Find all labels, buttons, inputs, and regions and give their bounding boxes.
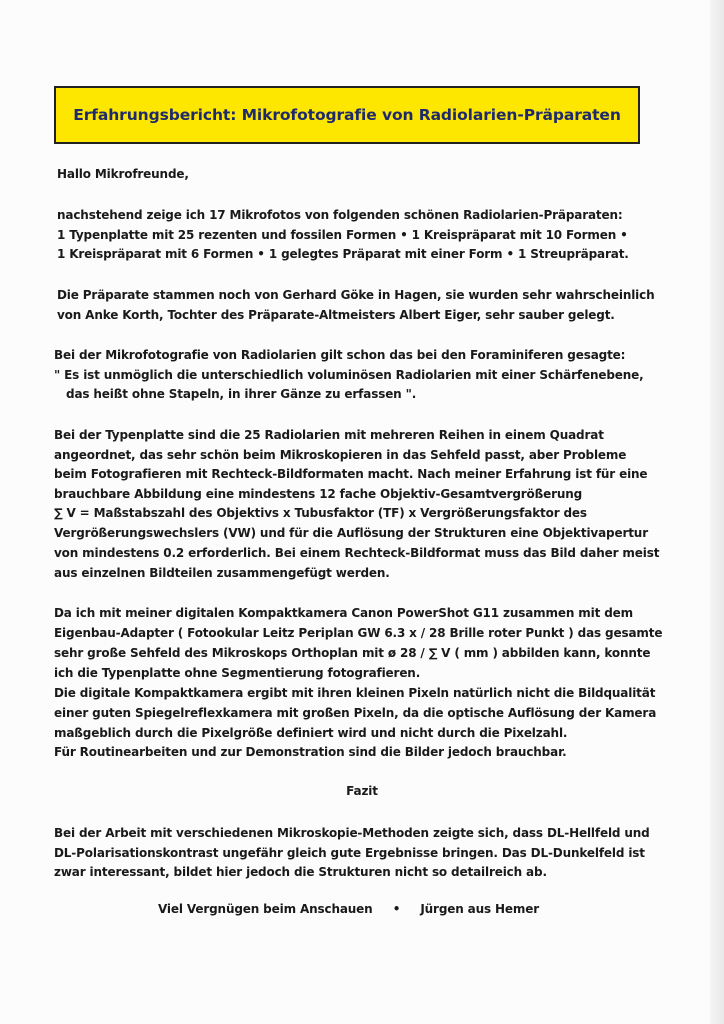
typenplatte-line: Bei der Typenplatte sind die 25 Radiolarien mit mehreren Reihen in einem Quadrat xyxy=(54,428,604,442)
intro-line: 1 Typenplatte mit 25 rezenten und fossilen Formen • 1 Kreispräparat mit 10 Formen • xyxy=(57,228,628,242)
camera-line: Eigenbau-Adapter ( Fotookular Leitz Periplan GW 6.3 x / 28 Brille roter Punkt ) das gesamte xyxy=(54,626,663,640)
camera-line: maßgeblich durch die Pixelgröße definiert wird und nicht durch die Pixelzahl. xyxy=(54,726,568,740)
fazit-heading: Fazit xyxy=(346,784,378,798)
intro-line: 1 Kreispräparat mit 6 Formen • 1 gelegtes Präparat mit einer Form • 1 Streupräparat. xyxy=(57,247,629,261)
intro-line: nachstehend zeige ich 17 Mikrofotos von folgenden schönen Radiolarien-Präparaten: xyxy=(57,208,623,222)
typenplatte-line: angeordnet, das sehr schön beim Mikroskopieren in das Sehfeld passt, aber Probleme xyxy=(54,448,627,462)
typenplatte-line: Vergrößerungswechslers (VW) und für die Auflösung der Strukturen eine Objektivapertur xyxy=(54,526,648,540)
typenplatte-line: ∑ V = Maßstabszahl des Objektivs x Tubusfaktor (TF) x Vergrößerungsfaktor des xyxy=(54,506,587,520)
greeting: Hallo Mikrofreunde, xyxy=(57,167,189,181)
quote-line: das heißt ohne Stapeln, in ihrer Gänze zu erfassen ". xyxy=(66,387,417,401)
fazit-line: DL-Polarisationskontrast ungefähr gleich gute Ergebnisse bringen. Das DL-Dunkelfeld ist xyxy=(54,846,645,860)
typenplatte-line: aus einzelnen Bildteilen zusammengefügt werden. xyxy=(54,566,390,580)
page-edge xyxy=(710,0,724,1024)
quote-line: " Es ist unmöglich die unterschiedlich voluminösen Radiolarien mit einer Schärfenebene, xyxy=(54,368,644,382)
quote-line: Bei der Mikrofotografie von Radiolarien gilt schon das bei den Foraminiferen gesagte: xyxy=(54,348,626,362)
camera-line: Die digitale Kompaktkamera ergibt mit ihren kleinen Pixeln natürlich nicht die Bildqualität xyxy=(54,686,656,700)
origin-line: Die Präparate stammen noch von Gerhard Göke in Hagen, sie wurden sehr wahrscheinlich xyxy=(57,288,655,302)
signoff: Viel Vergnügen beim Anschauen • Jürgen aus Hemer xyxy=(158,902,540,916)
typenplatte-line: brauchbare Abbildung eine mindestens 12 fache Objektiv-Gesamtvergrößerung xyxy=(54,487,583,501)
title-banner xyxy=(54,86,640,144)
camera-line: ich die Typenplatte ohne Segmentierung fotografieren. xyxy=(54,666,421,680)
document-title: Erfahrungsbericht: Mikrofotografie von Radiolarien-Präparaten xyxy=(73,106,621,124)
fazit-line: zwar interessant, bildet hier jedoch die Strukturen nicht so detailreich ab. xyxy=(54,865,547,879)
fazit-line: Bei der Arbeit mit verschiedenen Mikroskopie-Methoden zeigte sich, dass DL-Hellfeld und xyxy=(54,826,650,840)
camera-line: einer guten Spiegelreflexkamera mit großen Pixeln, da die optische Auflösung der Kamera xyxy=(54,706,657,720)
typenplatte-line: beim Fotografieren mit Rechteck-Bildformaten macht. Nach meiner Erfahrung ist für eine xyxy=(54,467,648,481)
camera-line: Für Routinearbeiten und zur Demonstration sind die Bilder jedoch brauchbar. xyxy=(54,745,567,759)
camera-line: sehr große Sehfeld des Mikroskops Orthoplan mit ø 28 / ∑ V ( mm ) abbilden kann, konnte xyxy=(54,646,651,660)
typenplatte-line: von mindestens 0.2 erforderlich. Bei einem Rechteck-Bildformat muss das Bild daher meist xyxy=(54,546,660,560)
camera-line: Da ich mit meiner digitalen Kompaktkamera Canon PowerShot G11 zusammen mit dem xyxy=(54,606,633,620)
origin-line: von Anke Korth, Tochter des Präparate-Altmeisters Albert Eiger, sehr sauber gelegt. xyxy=(57,308,615,322)
